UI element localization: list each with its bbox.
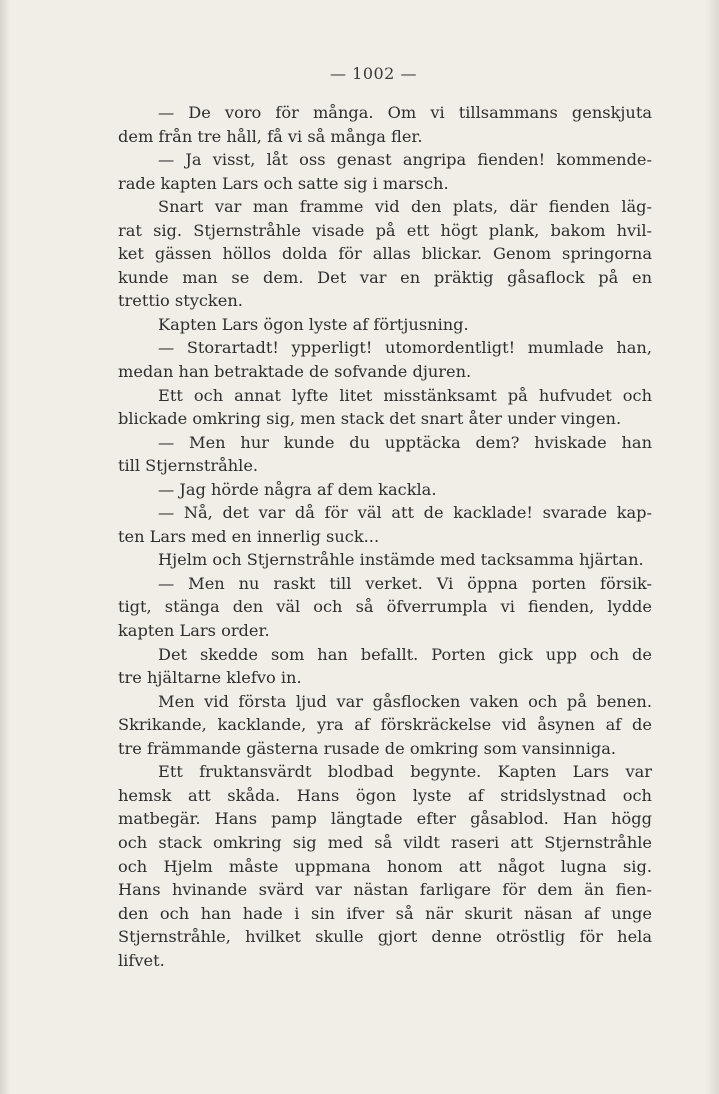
text-line: tigt, stänga den väl och så öfverrumpla vi fienden, lydde	[118, 597, 652, 617]
text-line: kapten Lars order.	[118, 621, 270, 641]
text-line: tre främmande gästerna rusade de omkring som vansinniga.	[118, 738, 617, 758]
text-line: — Storartadt! ypperligt! utomordentligt! mumlade han,	[158, 338, 652, 358]
text-line: och stack omkring sig med så vildt raseri att Stjernstråhle	[118, 832, 652, 852]
text-line: — De voro för många. Om vi tillsammans genskjuta	[158, 103, 652, 122]
text-line: Hjelm och Stjernstråhle instämde med tacksamma hjärtan.	[158, 550, 644, 570]
text-line: — Nå, det var då för väl att de kacklade! svarade kap-	[158, 503, 652, 523]
text-line: medan han betraktade de sofvande djuren.	[118, 362, 472, 382]
text-line: till Stjernstråhle.	[118, 456, 259, 476]
text-line: den och han hade i sin ifver så när skurit näsan af unge	[118, 903, 652, 923]
text-line: Kapten Lars ögon lyste af förtjusning.	[158, 314, 469, 334]
text-line: matbegär. Hans pamp längtade efter gåsablod. Han högg	[118, 809, 652, 829]
page-edge-shadow	[705, 0, 719, 1094]
text-line: tre hjältarne klefvo in.	[118, 668, 302, 688]
text-line: blickade omkring sig, men stack det snart åter under vingen.	[118, 409, 622, 429]
text-line: Det skedde som han befallt. Porten gick upp och de	[158, 644, 652, 664]
text-line: Skrikande, kacklande, yra af förskräckelse vid åsynen af de	[118, 715, 652, 735]
text-line: Stjernstråhle, hvilket skulle gjort denne otröstlig för hela	[118, 927, 652, 947]
text-line: dem från tre håll, få vi så många fler.	[118, 126, 423, 146]
text-line: — Jag hörde några af dem kackla.	[158, 479, 437, 499]
text-line: Ett fruktansvärdt blodbad begynte. Kapten Lars var	[158, 762, 652, 782]
text-line: — Men hur kunde du upptäcka dem? hviskade han	[158, 432, 652, 452]
text-line: — Men nu raskt till verket. Vi öppna porten försik-	[158, 573, 652, 593]
text-line: och Hjelm måste uppmana honom att något lugna sig.	[118, 856, 652, 876]
text-line: kunde man se dem. Det var en präktig gåsaflock på en	[118, 267, 652, 287]
text-line: Men vid första ljud var gåsflocken vaken och på benen.	[158, 691, 652, 711]
page-gutter-shadow	[0, 0, 10, 1094]
text-line: Ett och annat lyfte litet misstänksamt på hufvudet och	[158, 385, 652, 405]
text-line: rat sig. Stjernstråhle visade på ett högt plank, bakom hvil-	[118, 220, 652, 240]
text-line: Snart var man framme vid den plats, där fienden läg-	[158, 197, 652, 217]
text-line: ket gässen höllos dolda för allas blickar. Genom springorna	[118, 244, 652, 264]
text-line: rade kapten Lars och satte sig i marsch.	[118, 173, 449, 193]
text-line: lifvet.	[118, 950, 165, 970]
text-line: — Ja visst, låt oss genast angripa fienden! kommende-	[158, 150, 652, 170]
text-line: trettio stycken.	[118, 291, 243, 311]
text-line: ten Lars med en innerlig suck...	[118, 526, 380, 546]
body-text	[118, 101, 652, 972]
text-line: hemsk att skåda. Hans ögon lyste af stridslystnad och	[118, 785, 652, 805]
text-line: Hans hvinande svärd var nästan farligare för dem än fien-	[118, 880, 652, 900]
page-number: — 1002 —	[330, 64, 417, 83]
